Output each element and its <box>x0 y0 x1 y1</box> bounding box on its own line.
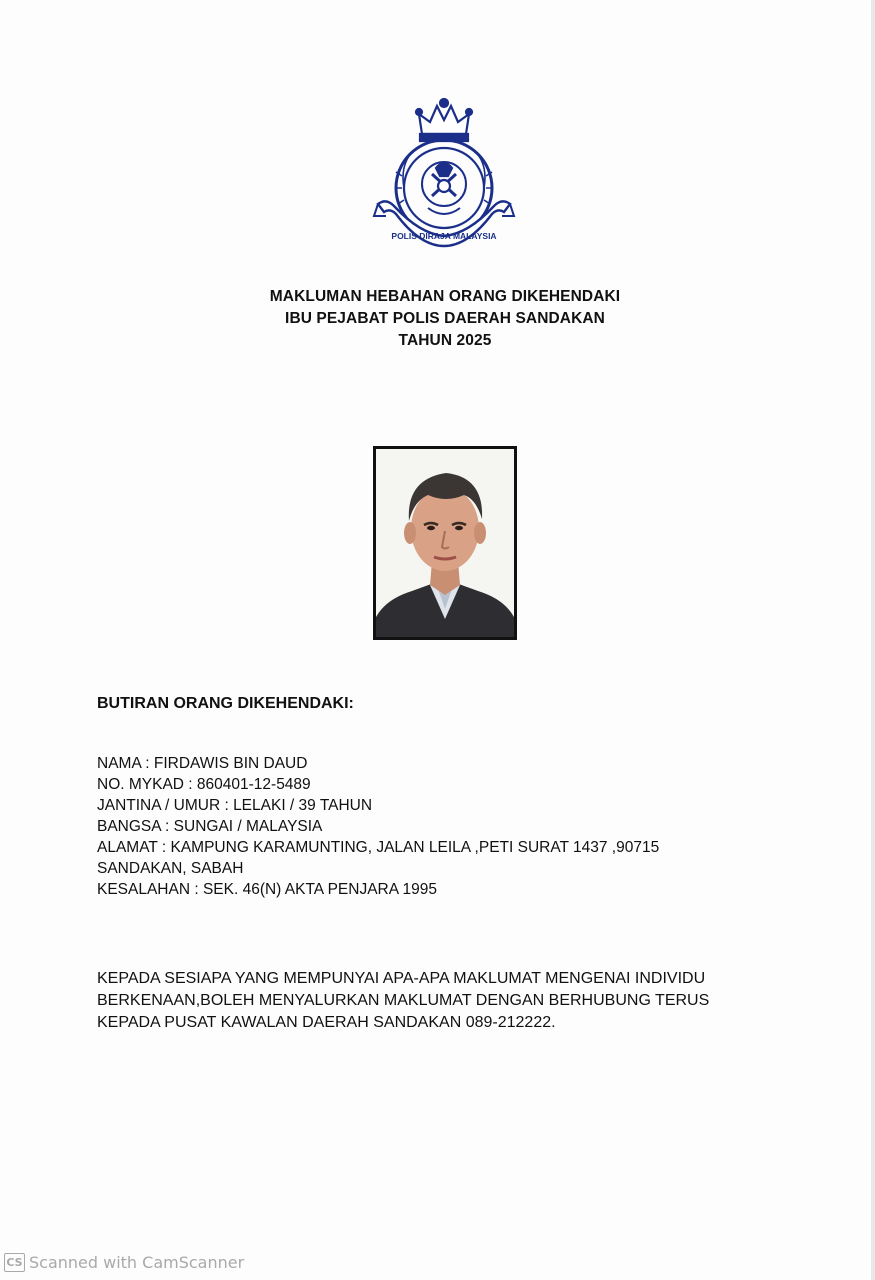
watermark-text: Scanned with CamScanner <box>29 1253 245 1272</box>
camscanner-logo-icon: CS <box>4 1253 25 1272</box>
suspect-portrait-photo <box>376 449 514 637</box>
suspect-photo <box>373 446 517 640</box>
document-title <box>0 286 875 352</box>
camscanner-watermark <box>4 1253 244 1272</box>
detail-alamat-line1: ALAMAT : KAMPUNG KARAMUNTING, JALAN LEILA ,PETI SURAT 1437 ,90715 <box>97 839 660 856</box>
detail-nama: NAMA : FIRDAWIS BIN DAUD <box>97 755 308 772</box>
title-line-2: IBU PEJABAT POLIS DAERAH SANDAKAN <box>285 310 605 327</box>
detail-kesalahan: KESALAHAN : SEK. 46(N) AKTA PENJARA 1995 <box>97 881 438 898</box>
notice-line-3: KEPADA PUSAT KAWALAN DAERAH SANDAKAN 089-212222. <box>97 1014 556 1031</box>
title-line-3: TAHUN 2025 <box>398 332 492 349</box>
polis-diraja-malaysia-crest-icon <box>372 96 517 256</box>
detail-mykad: NO. MYKAD : 860401-12-5489 <box>97 776 311 793</box>
detail-bangsa: BANGSA : SUNGAI / MALAYSIA <box>97 818 323 835</box>
page-edge <box>871 0 875 1280</box>
detail-alamat-line2: SANDAKAN, SABAH <box>97 860 244 877</box>
notice-line-1: KEPADA SESIAPA YANG MEMPUNYAI APA-APA MAKLUMAT MENGENAI INDIVIDU <box>97 970 706 987</box>
crest-ribbon-text: POLIS DIRAJA MALAYSIA <box>391 231 497 241</box>
contact-notice <box>97 968 817 1034</box>
suspect-details <box>97 753 817 900</box>
section-heading: BUTIRAN ORANG DIKEHENDAKI: <box>97 695 354 712</box>
notice-line-2: BERKENAAN,BOLEH MENYALURKAN MAKLUMAT DENGAN BERHUBUNG TERUS <box>97 992 710 1009</box>
detail-jantina-umur: JANTINA / UMUR : LELAKI / 39 TAHUN <box>97 797 373 814</box>
title-line-1: MAKLUMAN HEBAHAN ORANG DIKEHENDAKI <box>269 288 621 305</box>
